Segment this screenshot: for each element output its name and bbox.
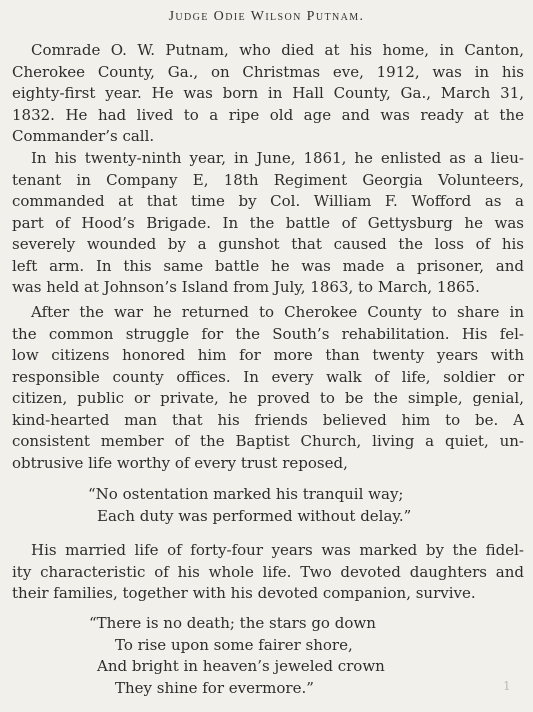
quote-couplet: [0, 484, 533, 527]
paragraph-4: [12, 540, 524, 605]
quote-line: To rise upon some fairer shore,: [115, 635, 353, 654]
paragraph-1: [12, 40, 524, 148]
text-line: their families, together with his devoted companion, survive.: [12, 584, 476, 602]
text-line: obtrusive life worthy of every trust reposed,: [12, 453, 348, 472]
text-line: consistent member of the Baptist Church, living a quiet, un-: [12, 432, 524, 450]
paragraph-3: [12, 302, 524, 474]
text-line: kind-hearted man that his friends believed him to be. A: [12, 410, 524, 429]
text-line: eighty-first year. He was born in Hall County, Ga., March 31,: [12, 84, 524, 102]
text-line: responsible county offices. In every walk of life, soldier or: [12, 367, 524, 386]
text-line: Comrade O. W. Putnam, who died at his home, in Canton,: [31, 41, 524, 59]
text-line: citizen, public or private, he proved to be the simple, genial,: [12, 389, 524, 407]
page-title: Judge Odie Wilson Putnam.: [168, 9, 365, 24]
text-line: low citizens honored him for more than twenty years with: [12, 346, 524, 364]
text-line: tenant in Company E, 18th Regiment Georgia Volunteers,: [12, 170, 524, 189]
quote-line: “There is no death; the stars go down: [89, 614, 376, 632]
text-line: the common struggle for the South’s rehabilitation. His fel-: [12, 324, 524, 343]
page-mark: 1: [503, 679, 511, 693]
paragraph-2: [12, 148, 524, 299]
quote-line: And bright in heaven’s jeweled crown: [97, 657, 385, 675]
text-line: left arm. In this same battle he was made a prisoner, and: [12, 256, 524, 275]
text-line: In his twenty-ninth year, in June, 1861, he enlisted as a lieu-: [31, 149, 524, 167]
text-line: His married life of forty-four years was marked by the fidel-: [31, 541, 524, 559]
text-line: commanded at that time by Col. William F. Wofford as a: [12, 192, 524, 210]
quote-line: Each duty was performed without delay.”: [97, 506, 412, 525]
text-line: severely wounded by a gunshot that caused the loss of his: [12, 235, 524, 253]
text-line: ity characteristic of his whole life. Two devoted daughters and: [12, 562, 524, 581]
quote-line: They shine for evermore.”: [115, 678, 314, 697]
quote-line: “No ostentation marked his tranquil way;: [88, 485, 404, 503]
text-line: After the war he returned to Cherokee County to share in: [31, 303, 524, 321]
text-line: 1832. He had lived to a ripe old age and was ready at the: [12, 105, 524, 124]
text-line: part of Hood’s Brigade. In the battle of Gettysburg he was: [12, 213, 524, 232]
text-line: was held at Johnson’s Island from July, 1863, to March, 1865.: [12, 278, 480, 296]
quote-verse: [0, 613, 533, 699]
text-line: Commander’s call.: [12, 127, 155, 145]
text-line: Cherokee County, Ga., on Christmas eve, 1912, was in his: [12, 62, 524, 81]
